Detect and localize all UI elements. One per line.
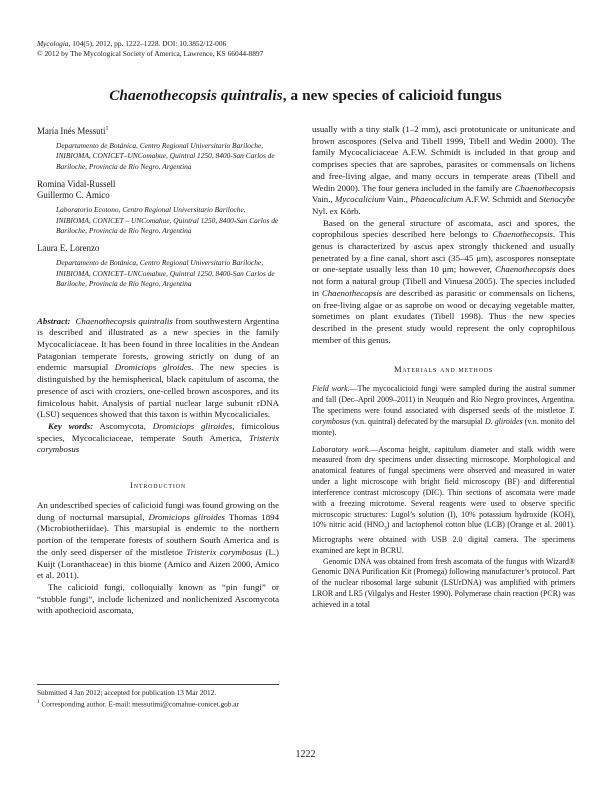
footnote-divider: [37, 684, 279, 685]
body-paragraph: Based on the general structure of ascomata, asci and spores, the coprophilous species described here belongs to Chaenothecopsis. This genus is characterized by ascus apex strongly thickened and usually penetrated by a fine canal, short asci (35–45 μm), ascospores nonseptate or one-septate usually less than 10 μm; however, Chaenothecopsis does not form a natural group (Tibell and Vinuesa 2005). The species included in Chaenothecopsis are described as parasitic or commensals on lichens, on free-living algae or as saprobe on wood or decaying vegetable matter, sometimes on plant exudates (Tibell 1998). Thus the new species described in the present study would represent the only coprophilous member of this genus.: [312, 217, 575, 345]
submission-note: Submitted 4 Jan 2012; accepted for publication 13 Mar 2012.: [37, 688, 217, 697]
journal-citation: [37, 39, 263, 59]
dna-paragraph: Genomic DNA was obtained from fresh ascomata of the fungus with Wizard® Genomic DNA Purification Kit (Promega) following manufacturer’s protocol. Part of the nuclear ribosomal large subunit (LSUrDNA) was amplified with primers LROR and LR5 (Vilgalys and Hester 1990). Polymerase chain reaction (PCR) was achieved in a total: [312, 556, 575, 609]
title-rest: , a new species of calicioid fungus: [282, 87, 502, 104]
author-name: Guillermo C. Amico: [37, 190, 110, 201]
citation-details: , 104(5), 2012, pp. 1222–1228. DOI: 10.3852/12-006: [68, 39, 227, 48]
author-affiliation: Laboratorio Ecotono, Centro Regional Universitario Bariloche, INIBIOMA, CONICET – UNComahue, Quintral 1250, 8400-San Carlos de Bariloche, Provincia de Río Negro, Argentina: [56, 205, 279, 235]
copyright-line: © 2012 by The Mycological Society of America, Lawrence, KS 66044-8897: [37, 49, 264, 58]
abstract: Abstract: Chaenothecopsis quintralis from southwestern Argentina is described and illustrated as a new species in the family Mycocaliciaceae. It has been found in three localities in the Andean Patagonian temperate forests, growing strictly on dung of an endemic marsupial Dromiciops glroides. The new species is distinguished by the hemispherical, black capitulum of ascoma, the presence of asci with croziers, one-celled brown ascospores, and its fimicolous habit. Analysis of partial nuclear large subunit rDNA (LSU) sequences showed that this taxon is within Mycocaliciales.: [37, 315, 279, 420]
author-affiliation: Departamento de Botánica, Centro Regional Universitario Bariloche, INIBIOMA, CONICET–UNComahue, Quintral 1250, 8400-San Carlos de Bariloche, Provincia de Río Negro, Argentina: [56, 140, 275, 171]
footnotes: [37, 688, 287, 709]
field-work-label: Field work.: [312, 384, 350, 394]
intro-paragraph: The calicioid fungi, colloquially known as “pin fungi” or “stubble fungi”, include lichenized and nonlichenized Ascomycota with apothecioid ascomata,: [37, 581, 279, 616]
journal-name: Mycologia: [37, 39, 69, 48]
methods-heading: Materials and methods: [393, 364, 494, 375]
keywords-label: Key words:: [48, 420, 94, 431]
body-paragraph: usually with a tiny stalk (1–2 mm), asci prototunicate or unitunicate and brown ascospores (Selva and Tibell 1999, Tibell and Wedin 2000). The family Mycocaliciaceae A.F.W. Schmidt is included in that group and comprises species that are saprobes, parasites or commensals on lichens and free-living algae, and many occurs in temperate areas (Tibell and Wedin 2000). The four genera included in the family are Chaenothecopsis Vain., Mycocalicium Vain., Phaeocalicium A.F.W. Schmidt and Stenocybe Nyl. ex Körb.: [312, 124, 575, 216]
author-name: Laura E. Lorenzo: [37, 243, 100, 254]
field-work-paragraph: Field work.—The mycocalicioid fungi were sampled during the austral summer and fall (Dec–April 2009–2011) in Neuquén and Río Negro provinces, Argentina. The specimens were found associated with dispersed seeds of the mistletoe T. corymbosus (v.n. quintral) defecated by the marsupial D. gliroides (v.n. monito del monte).: [312, 384, 575, 437]
keywords: Key words: Ascomycota, Dromiciops gliroides, fimicolous species, Mycocaliciaceae, temperate South America, Tristerix corymbosus: [37, 420, 280, 455]
author-name: María Inés Messuti$^1$: [37, 125, 109, 136]
lab-work-label: Laboratory work.: [312, 444, 371, 454]
lab-work-paragraph: Laboratory work.—Ascoma height, capitulum diameter and stalk width were measured from dry specimens under dissecting microscope. Morphological and anatomical features of fungal specimens were observed and measured in water under a light microscope with bright field microscopy (BF) and differential interference contrast microscopy (DIC). Thin sections of ascomata were made with a freezing microtome. Several reagents were used to observe specific microscopic structures: Lugol’s solution (I), 10% potassium hydroxide (KOH), 10% nitric acid $(HNO_3)$ and lactophenol cotton blue (LCB) (Orange et al. 2001). Micrographs were obtained with USB 2.0 digital camera. The specimens examined are kept in BCRU.: [312, 444, 576, 555]
corresponding-author-note: $^1$ Corresponding author. E-mail: messutimi@comahue-conicet.gob.ar: [37, 699, 239, 709]
intro-paragraph: An undescribed species of calicioid fungi was found growing on the dung of nocturnal marsupial, Dromiciops gliroides Thomas 1894 (Microbiotheriidae). This marsupial is endemic to the northern portion of the temperate forests of southern South America and is the only seed disperser of the mistletoe Tristerix corymbosus (L.) Kuijt (Loranthaceae) in this biome (Amico and Aizen 2000, Amico et al. 2011).: [37, 500, 280, 581]
title-species: Chaenothecopsis quintralis: [109, 87, 283, 104]
page-number: 1222: [295, 749, 316, 760]
article-title: [0, 87, 611, 105]
author-footnote-mark: 1: [105, 126, 109, 132]
author-affiliation: Departamento de Botánica, Centro Regional Universitario Bariloche, INIBIOMA, CONICET–UNComahue, Quintral 1250, 8400-San Carlos de Bariloche, Provincia de Río Negro, Argentina: [56, 258, 275, 289]
author-name: Romina Vidal-Russell: [37, 179, 116, 190]
right-column: [312, 124, 575, 611]
abstract-label: Abstract:: [37, 315, 71, 326]
introduction-heading: Introduction: [130, 480, 186, 491]
left-column: [37, 124, 279, 617]
